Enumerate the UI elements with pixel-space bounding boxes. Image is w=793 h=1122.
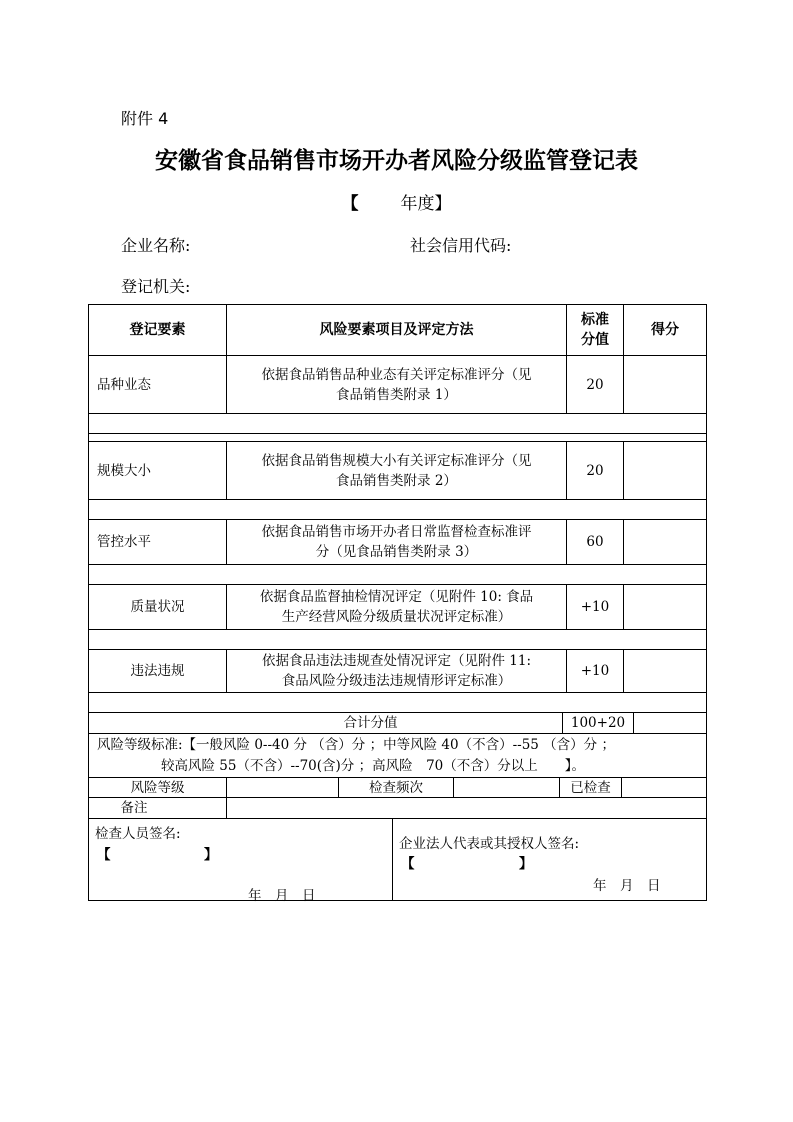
grid-line [88,433,707,434]
grid-line [88,900,707,901]
row-score-input[interactable] [624,356,706,413]
credit-code-label: 社会信用代码: [410,236,512,255]
row-standard: +10 [580,663,610,679]
grid-line [88,818,707,819]
inspector-sign-label: 检查人员签名: [95,826,181,842]
risk-standard-l2: 较高风险 55（不含）--70(含)分 ；高风险 70（不含）分以上 】。 [161,757,586,774]
row-score-input[interactable] [624,442,706,499]
row-method-l1: 依据食品违法违规查处情况评定（见附件 11: [261,653,532,669]
row-score-input[interactable] [624,650,706,692]
year-line [0,189,793,214]
row-method-l2: 食品销售类附录 2） [336,472,457,489]
row-score-input[interactable] [624,585,706,629]
header-standard-l1: 标准 [581,312,609,328]
remarks-label: 备注 [120,800,148,816]
row-standard: 20 [586,376,604,393]
row-element: 管控水平 [97,534,151,550]
row-method-l1: 依据食品销售市场开办者日常监督检查标准评 [261,524,532,540]
year-label: 年度】 [400,194,452,214]
row-standard: 60 [586,534,604,550]
total-label: 合计分值 [343,715,398,731]
header-standard [567,305,623,355]
attachment-label: 附件 4 [121,109,169,128]
row-element: 规模大小 [97,462,151,479]
total-value: 100+20 [570,715,626,731]
grid-line [88,564,707,565]
legal-rep-date: 年 月 日 [593,878,661,894]
row-method-l1: 依据食品监督抽检情况评定（见附件 10: 食品 [259,589,534,605]
row-method [227,650,566,692]
checked-label: 已检查 [570,779,611,796]
risk-level-input[interactable] [227,778,338,797]
inspector-bracket-close: 】 [204,847,218,863]
header-score: 得分 [651,322,679,338]
risk-standard-l1: 风险等级标准:【一般风险 0--40 分 （含）分 ；中等风险 40（不含）--55 （含）分 ； [97,736,615,753]
risk-standard [89,734,706,777]
row-method [227,356,566,413]
total-score-input[interactable] [634,713,706,733]
row-method-l1: 依据食品销售品种业态有关评定标准评分（见 [261,366,532,383]
row-method-l1: 依据食品销售规模大小有关评定标准评分（见 [261,452,532,469]
year-open-bracket: 【 [341,194,359,214]
grid-line [392,818,393,900]
row-standard: +10 [580,599,610,615]
row-method [227,585,566,629]
grid-line [88,692,707,693]
row-method-l2: 分（见食品销售类附录 3） [315,544,478,560]
legal-rep-sign-label: 企业法人代表或其授权人签名: [399,836,580,852]
inspector-date: 年 月 日 [248,888,316,904]
grid-line [88,413,707,414]
grid-line [88,629,707,630]
header-method: 风险要素项目及评定方法 [319,322,474,338]
row-element: 质量状况 [130,599,185,615]
checked-input[interactable] [622,778,706,797]
check-freq-input[interactable] [454,778,559,797]
row-method-l2: 食品风险分级违法违规情形评定标准） [281,673,512,689]
header-element: 登记要素 [129,322,186,338]
risk-level-label: 风险等级 [130,779,185,796]
remarks-input[interactable] [227,798,706,818]
legal-rep-bracket-close: 】 [519,856,533,872]
inspector-bracket-open: 【 [97,847,111,863]
grid-line [706,304,707,901]
page-title: 安徽省食品销售市场开办者风险分级监管登记表 [155,148,638,174]
row-standard: 20 [586,462,604,479]
row-method-l2: 生产经营风险分级质量状况评定标准） [281,609,512,625]
header-standard-l2: 分值 [581,332,609,348]
row-method [227,520,566,564]
grid-line [88,499,707,500]
authority-label: 登记机关: [121,277,191,296]
row-element: 违法违规 [130,663,185,679]
row-element: 品种业态 [97,376,151,393]
legal-rep-bracket-open: 【 [401,856,415,872]
row-score-input[interactable] [624,520,706,564]
check-freq-label: 检查频次 [369,779,423,796]
row-method-l2: 食品销售类附录 1） [336,386,457,403]
company-name-label: 企业名称: [121,236,191,255]
row-method [227,442,566,499]
